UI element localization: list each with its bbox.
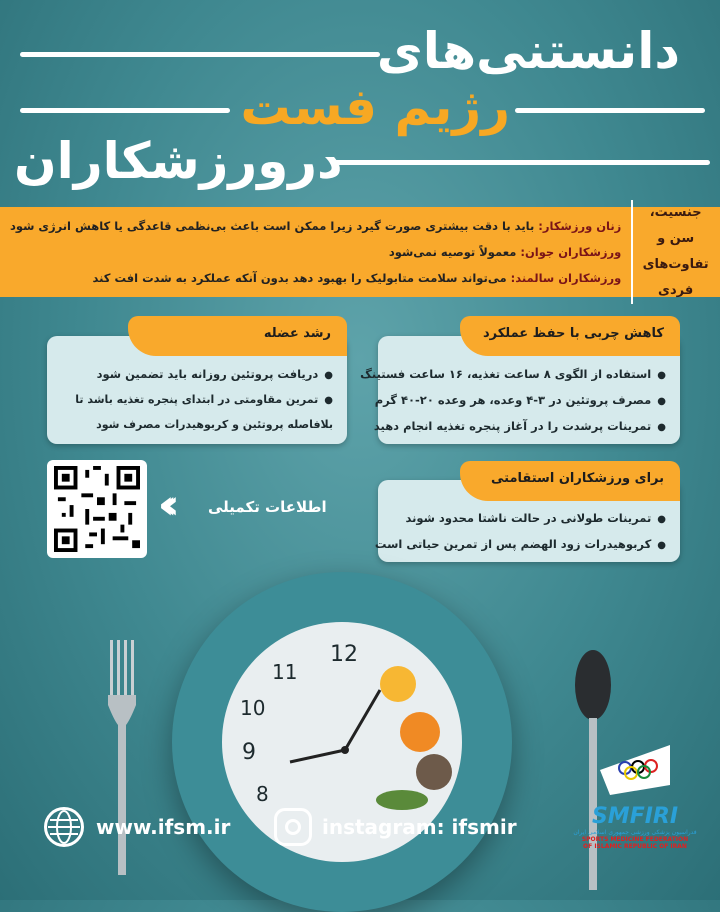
logo-en1: SPORTS MEDICINE FEDERATION xyxy=(581,836,689,843)
qr-code-icon xyxy=(53,466,141,552)
fat-loss-title: کاهش چربی با حفظ عملکرد xyxy=(460,316,680,356)
clock-number: 9 xyxy=(242,740,256,765)
row-label: زنان ورزشکار: xyxy=(538,219,622,233)
list-item: ● دریافت پروتئین روزانه باید تضمین شود xyxy=(57,362,333,388)
row-text: می‌تواند سلامت متابولیک را بهبود دهد بدون آنکه عملکرد به شدت افت کند xyxy=(92,271,507,285)
title-line2: رژیم فست xyxy=(240,78,510,136)
logo-en2: OF ISLAMIC REPUBLIC OF IRAN xyxy=(583,843,687,850)
logo-name: SMFIRI xyxy=(591,804,679,829)
list-item: ● مصرف پروتئین در ۳-۴ وعده، هر وعده ۲۰-۴۰ گرم xyxy=(388,388,666,414)
banner-rows xyxy=(10,213,621,291)
list-item: ● تمرینات طولانی در حالت ناشتا محدود شوند xyxy=(388,506,666,532)
website-link[interactable]: www.ifsm.ir xyxy=(96,815,231,839)
instagram-link[interactable]: instagram: ifsmir xyxy=(322,815,517,839)
row-text: معمولاً توصیه نمی‌شود xyxy=(388,245,517,259)
banner-row xyxy=(10,213,621,239)
list-item: ● کربوهیدرات زود الهضم پس از تمرین حیاتی است xyxy=(388,532,666,558)
clock-number: 10 xyxy=(240,696,266,720)
smfiri-logo xyxy=(560,740,710,850)
clock-number: 8 xyxy=(256,782,269,806)
list-item: ● تمرین مقاومتی در ابتدای پنجره تغذیه باشد تا بلافاصله پروتئین و کربوهیدرات مصرف شود xyxy=(57,388,333,437)
logo-fa: فدراسیون پزشکی ورزشی جمهوری اسلامی ایران xyxy=(573,829,697,836)
banner-side-label xyxy=(631,200,710,304)
side-label-line: فردی xyxy=(658,283,694,298)
muscle-title: رشد عضله xyxy=(128,316,347,356)
chevrons-icon: ‹‹‹ xyxy=(158,482,166,528)
title-line1: دانستنی‌های xyxy=(376,22,680,80)
more-info-label[interactable]: اطلاعات تکمیلی xyxy=(208,498,327,516)
banner-row xyxy=(10,239,621,265)
instagram-icon xyxy=(274,808,312,846)
side-label-line: تفاوت‌های xyxy=(642,257,709,272)
title-line xyxy=(330,160,710,165)
title-line xyxy=(20,52,380,57)
title-line xyxy=(515,108,705,113)
banner-row xyxy=(10,265,621,291)
fork-icon xyxy=(100,640,150,880)
olympic-flag-icon xyxy=(590,740,680,800)
list-item: ● تمرینات پرشدت را در آغاز پنجره تغذیه انجام دهید xyxy=(388,414,666,440)
side-label-line: جنسیت، سن و xyxy=(649,205,702,246)
qr-code[interactable] xyxy=(47,460,147,558)
globe-icon xyxy=(44,807,84,847)
individual-differences-banner xyxy=(0,207,720,297)
title-line xyxy=(20,108,230,113)
title-line3: درورزشکاران xyxy=(14,132,343,190)
endurance-title: برای ورزشکاران استقامتی xyxy=(460,461,680,501)
clock-number: 11 xyxy=(272,660,298,684)
list-item: ● استفاده از الگوی ۸ ساعت تغذیه، ۱۶ ساعت فستینگ xyxy=(388,362,666,388)
row-text: باید با دقت بیشتری صورت گیرد زیرا ممکن است باعث بی‌نظمی قاعدگی یا کاهش انرژی شود xyxy=(10,219,535,233)
row-label: ورزشکاران جوان: xyxy=(520,245,622,259)
row-label: ورزشکاران سالمند: xyxy=(510,271,622,285)
clock-number: 12 xyxy=(330,642,358,667)
